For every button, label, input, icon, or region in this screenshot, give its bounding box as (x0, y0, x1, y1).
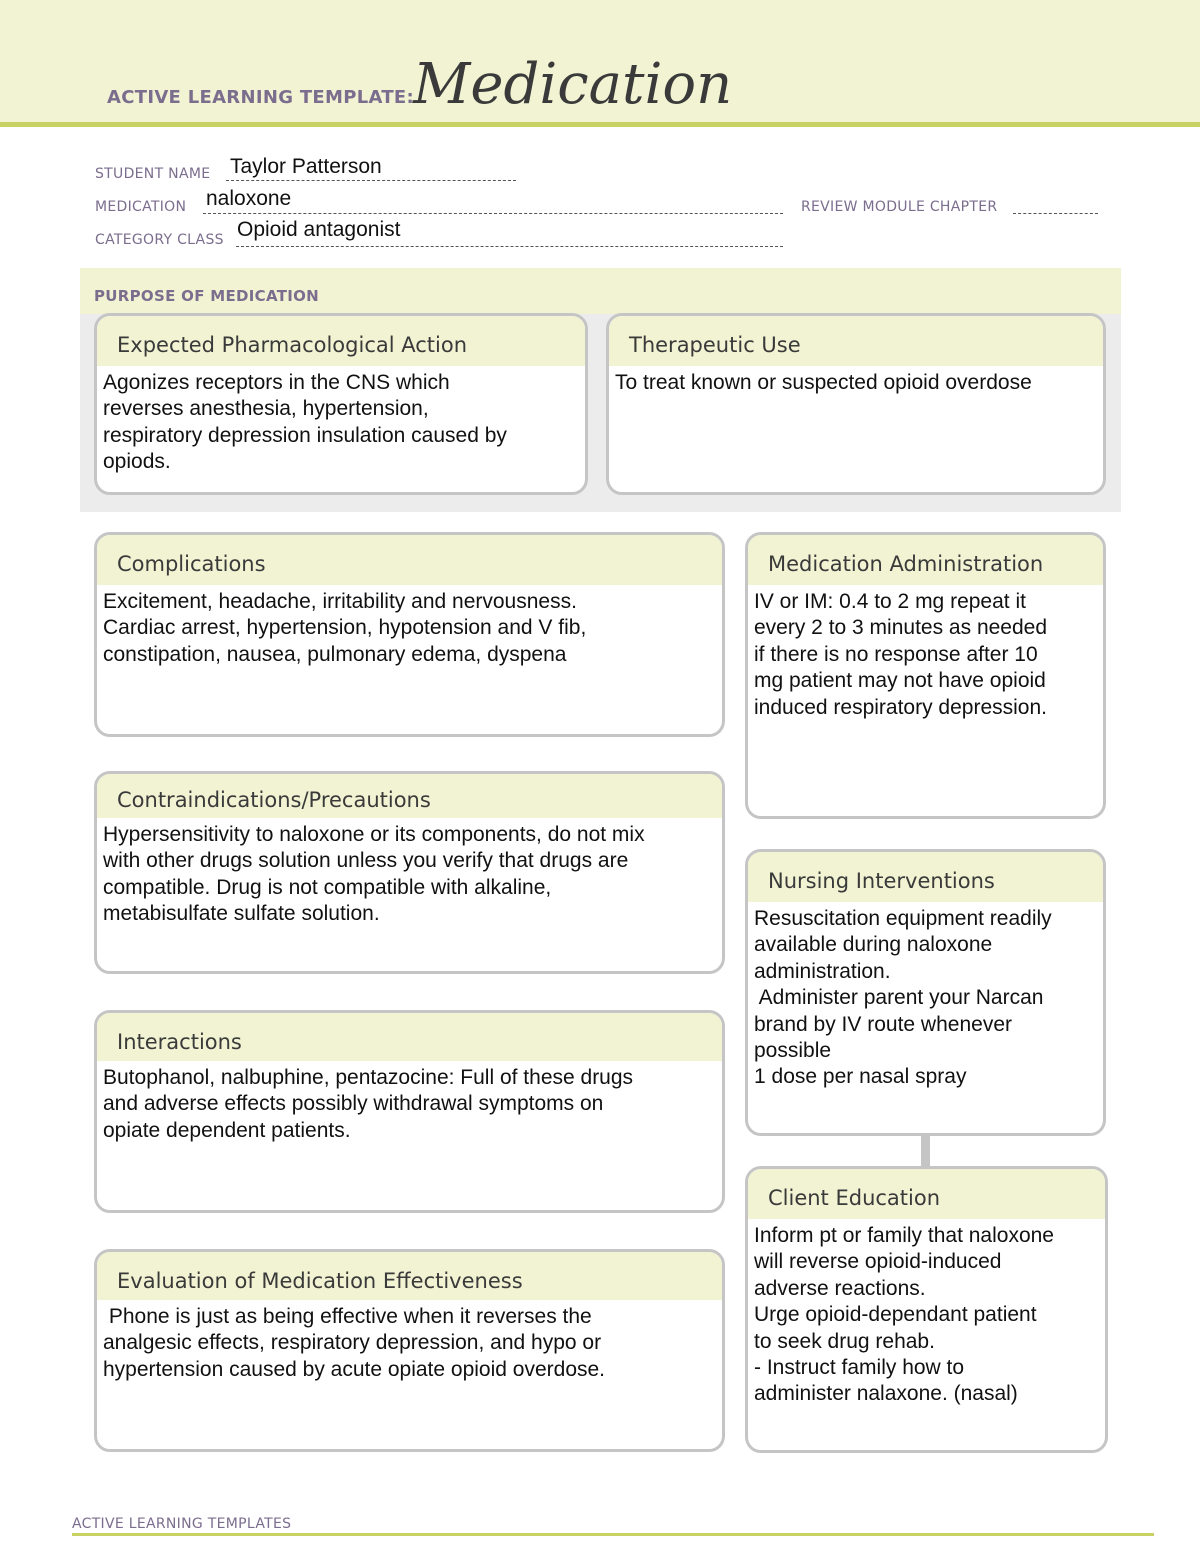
connector-bar (921, 1135, 930, 1167)
footer-label: ACTIVE LEARNING TEMPLATES (72, 1516, 292, 1532)
student-name-value[interactable]: Taylor Patterson (230, 155, 382, 178)
client-education-text[interactable]: Inform pt or family that naloxone will reverse opioid-induced adverse reactions. Urge opioid-dependant patient to seek drug rehab. - Instruct family how to administer nalaxone. (nasal) (754, 1224, 1054, 1406)
student-name-label: STUDENT NAME (95, 166, 211, 182)
complications-title: Complications (97, 535, 722, 585)
review-module-label: REVIEW MODULE CHAPTER (801, 199, 998, 215)
student-name-line (226, 180, 516, 181)
medication-label: MEDICATION (95, 199, 187, 215)
review-module-line (1013, 213, 1098, 214)
category-class-label: CATEGORY CLASS (95, 232, 224, 248)
category-class-value[interactable]: Opioid antagonist (237, 218, 401, 241)
template-label: ACTIVE LEARNING TEMPLATE: (107, 87, 414, 108)
expected-action-title: Expected Pharmacological Action (97, 316, 585, 366)
contraindications-box (94, 771, 725, 974)
administration-box (745, 532, 1106, 819)
nursing-interventions-text[interactable]: Resuscitation equipment readily available during naloxone administration. Administer parent your Narcan brand by IV route whenever possible 1 dose per nasal spray (754, 907, 1052, 1089)
evaluation-text[interactable]: Phone is just as being effective when it reverses the analgesic effects, respiratory depression, and hypo or hypertension caused by acute opiate opioid overdose. (103, 1305, 606, 1381)
administration-text[interactable]: IV or IM: 0.4 to 2 mg repeat it every 2 to 3 minutes as needed if there is no response after 10 mg patient may not have opioid induced respiratory depression. (754, 590, 1048, 719)
evaluation-box (94, 1249, 725, 1452)
medication-value[interactable]: naloxone (206, 187, 292, 210)
interactions-text[interactable]: Butophanol, nalbuphine, pentazocine: Full of these drugs and adverse effects possibly withdrawal symptoms on opiate dependent patients. (103, 1066, 634, 1142)
client-education-title: Client Education (748, 1169, 1105, 1219)
therapeutic-use-text[interactable]: To treat known or suspected opioid overdose (615, 371, 1032, 394)
interactions-box (94, 1010, 725, 1213)
contraindications-text[interactable]: Hypersensitivity to naloxone or its components, do not mix with other drugs solution unless you verify that drugs are compatible. Drug is not compatible with alkaline, metabisulfate sulfate solution. (103, 823, 645, 926)
header-divider (0, 122, 1200, 127)
administration-title: Medication Administration (748, 535, 1103, 585)
category-class-line (236, 246, 783, 247)
nursing-interventions-title: Nursing Interventions (748, 852, 1103, 902)
expected-action-box (94, 313, 588, 495)
complications-box (94, 532, 725, 737)
expected-action-text[interactable]: Agonizes receptors in the CNS which reverses anesthesia, hypertension, respiratory depression insulation caused by opiods. (103, 371, 507, 474)
therapeutic-use-title: Therapeutic Use (609, 316, 1103, 366)
therapeutic-use-box (606, 313, 1106, 495)
interactions-title: Interactions (97, 1013, 722, 1061)
contraindications-title: Contraindications/Precautions (97, 774, 722, 818)
client-education-box (745, 1166, 1108, 1453)
complications-text[interactable]: Excitement, headache, irritability and nervousness. Cardiac arrest, hypertension, hypotension and V fib, constipation, nausea, pulmonary edema, dyspena (103, 590, 587, 666)
page-title: Medication (413, 52, 733, 117)
purpose-label: PURPOSE OF MEDICATION (94, 287, 320, 305)
footer-divider (72, 1533, 1154, 1536)
nursing-interventions-box (745, 849, 1106, 1136)
evaluation-title: Evaluation of Medication Effectiveness (97, 1252, 722, 1300)
medication-line (203, 213, 783, 214)
